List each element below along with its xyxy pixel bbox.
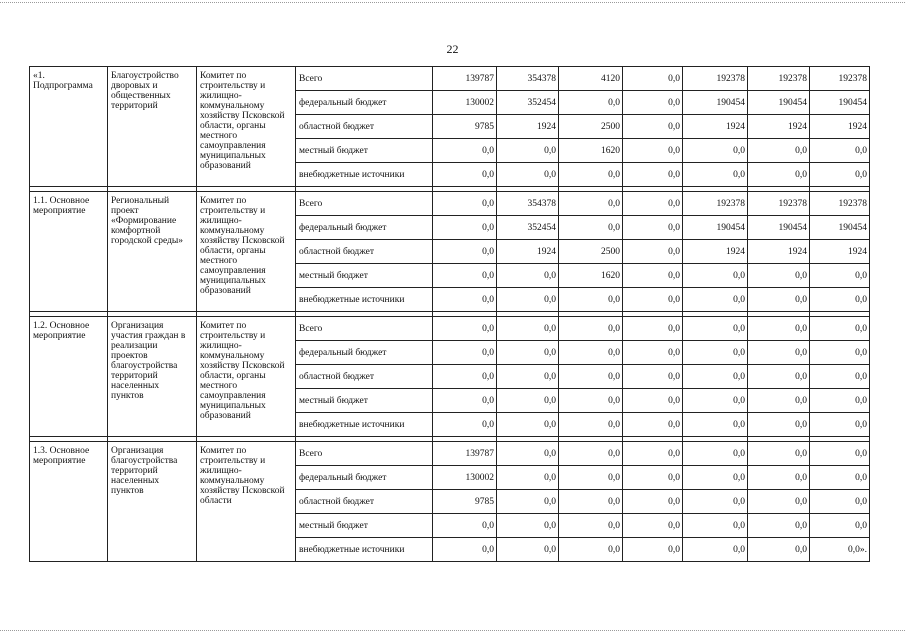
amount-cell: 0,0 (683, 389, 748, 413)
funding-source-cell: Всего (296, 67, 433, 91)
amount-cell: 0,0 (433, 216, 497, 240)
table-row (30, 192, 870, 216)
amount-cell: 0,0 (623, 240, 683, 264)
amount-cell: 0,0 (559, 514, 623, 538)
amount-cell: 0,0 (748, 389, 810, 413)
funding-source-cell: местный бюджет (296, 264, 433, 288)
funding-source-cell: федеральный бюджет (296, 91, 433, 115)
amount-cell: 0,0 (623, 139, 683, 163)
amount-cell: 1924 (748, 115, 810, 139)
amount-cell: 0,0 (559, 413, 623, 437)
amount-cell: 0,0 (497, 365, 559, 389)
amount-cell: 0,0 (748, 538, 810, 562)
funding-source-cell: областной бюджет (296, 115, 433, 139)
funding-source-cell: Всего (296, 192, 433, 216)
amount-cell: 1924 (683, 115, 748, 139)
funding-source-cell: областной бюджет (296, 240, 433, 264)
amount-cell: 0,0 (623, 514, 683, 538)
amount-cell: 0,0 (497, 317, 559, 341)
amount-cell: 0,0». (810, 538, 870, 562)
amount-cell: 0,0 (623, 163, 683, 187)
amount-cell: 0,0 (559, 91, 623, 115)
amount-cell: 1620 (559, 139, 623, 163)
amount-cell: 1924 (683, 240, 748, 264)
program-name-cell: «1. Подпрограмма (30, 67, 108, 187)
amount-cell: 0,0 (559, 490, 623, 514)
amount-cell: 190454 (683, 91, 748, 115)
amount-cell: 0,0 (623, 442, 683, 466)
amount-cell: 0,0 (497, 538, 559, 562)
amount-cell: 0,0 (810, 413, 870, 437)
amount-cell: 1924 (810, 115, 870, 139)
amount-cell: 0,0 (623, 466, 683, 490)
amount-cell: 0,0 (623, 538, 683, 562)
amount-cell: 0,0 (623, 288, 683, 312)
amount-cell: 0,0 (623, 192, 683, 216)
amount-cell: 0,0 (623, 341, 683, 365)
amount-cell: 192378 (748, 67, 810, 91)
amount-cell: 0,0 (810, 466, 870, 490)
amount-cell: 0,0 (433, 317, 497, 341)
amount-cell: 0,0 (683, 139, 748, 163)
amount-cell: 192378 (810, 67, 870, 91)
amount-cell: 190454 (748, 91, 810, 115)
amount-cell: 0,0 (497, 264, 559, 288)
funding-source-cell: областной бюджет (296, 490, 433, 514)
amount-cell: 0,0 (683, 490, 748, 514)
executor-cell: Комитет по строительству и жилищно-коммунальному хозяйству Псковской области (197, 442, 296, 562)
amount-cell: 0,0 (683, 538, 748, 562)
program-name-cell: 1.1. Основное мероприятие (30, 192, 108, 312)
amount-cell: 0,0 (559, 341, 623, 365)
funding-source-cell: внебюджетные источники (296, 163, 433, 187)
amount-cell: 0,0 (497, 139, 559, 163)
amount-cell: 0,0 (497, 490, 559, 514)
table-row (30, 317, 870, 341)
funding-source-cell: местный бюджет (296, 389, 433, 413)
amount-cell: 0,0 (433, 538, 497, 562)
amount-cell: 0,0 (497, 442, 559, 466)
amount-cell: 0,0 (623, 67, 683, 91)
amount-cell: 0,0 (748, 139, 810, 163)
amount-cell: 0,0 (748, 413, 810, 437)
amount-cell: 192378 (683, 192, 748, 216)
amount-cell: 0,0 (623, 115, 683, 139)
amount-cell: 192378 (748, 192, 810, 216)
amount-cell: 139787 (433, 442, 497, 466)
amount-cell: 0,0 (810, 139, 870, 163)
amount-cell: 0,0 (559, 192, 623, 216)
amount-cell: 0,0 (810, 264, 870, 288)
amount-cell: 0,0 (748, 317, 810, 341)
amount-cell: 0,0 (623, 216, 683, 240)
amount-cell: 190454 (748, 216, 810, 240)
amount-cell: 0,0 (559, 442, 623, 466)
amount-cell: 4120 (559, 67, 623, 91)
amount-cell: 0,0 (748, 163, 810, 187)
amount-cell: 0,0 (433, 163, 497, 187)
page-bottom-edge (0, 630, 905, 631)
funding-source-cell: внебюджетные источники (296, 538, 433, 562)
amount-cell: 0,0 (559, 538, 623, 562)
amount-cell: 0,0 (623, 389, 683, 413)
table-row (30, 67, 870, 91)
funding-source-cell: внебюджетные источники (296, 413, 433, 437)
amount-cell: 0,0 (810, 317, 870, 341)
amount-cell: 0,0 (810, 490, 870, 514)
amount-cell: 9785 (433, 115, 497, 139)
budget-table-body (30, 67, 870, 562)
amount-cell: 0,0 (433, 264, 497, 288)
page-number: 22 (446, 42, 459, 56)
amount-cell: 2500 (559, 240, 623, 264)
amount-cell: 0,0 (683, 288, 748, 312)
amount-cell: 0,0 (748, 466, 810, 490)
table-row (30, 442, 870, 466)
funding-source-cell: внебюджетные источники (296, 288, 433, 312)
amount-cell: 0,0 (748, 442, 810, 466)
amount-cell: 139787 (433, 67, 497, 91)
amount-cell: 0,0 (748, 514, 810, 538)
funding-source-cell: федеральный бюджет (296, 216, 433, 240)
amount-cell: 1924 (810, 240, 870, 264)
program-title-cell: Организация благоустройства территорий населенных пунктов (108, 442, 197, 562)
amount-cell: 0,0 (433, 341, 497, 365)
amount-cell: 0,0 (559, 365, 623, 389)
amount-cell: 0,0 (497, 163, 559, 187)
amount-cell: 0,0 (623, 365, 683, 389)
page-top-edge (0, 2, 905, 3)
amount-cell: 0,0 (497, 288, 559, 312)
amount-cell: 190454 (810, 216, 870, 240)
amount-cell: 0,0 (623, 91, 683, 115)
amount-cell: 0,0 (810, 514, 870, 538)
amount-cell: 0,0 (623, 490, 683, 514)
amount-cell: 0,0 (683, 514, 748, 538)
amount-cell: 0,0 (683, 365, 748, 389)
funding-source-cell: областной бюджет (296, 365, 433, 389)
executor-cell: Комитет по строительству и жилищно-коммунальному хозяйству Псковской области, органы местного самоуправления муниципальных образований (197, 192, 296, 312)
program-name-cell: 1.3. Основное мероприятие (30, 442, 108, 562)
budget-table (29, 66, 870, 562)
amount-cell: 0,0 (683, 413, 748, 437)
amount-cell: 190454 (683, 216, 748, 240)
amount-cell: 0,0 (433, 389, 497, 413)
amount-cell: 354378 (497, 67, 559, 91)
funding-source-cell: Всего (296, 317, 433, 341)
amount-cell: 0,0 (559, 163, 623, 187)
amount-cell: 0,0 (748, 490, 810, 514)
executor-cell: Комитет по строительству и жилищно-коммунальному хозяйству Псковской области, органы местного самоуправления муниципальных образований (197, 317, 296, 437)
amount-cell: 0,0 (559, 288, 623, 312)
amount-cell: 0,0 (497, 514, 559, 538)
amount-cell: 0,0 (559, 466, 623, 490)
amount-cell: 0,0 (683, 442, 748, 466)
amount-cell: 192378 (683, 67, 748, 91)
program-title-cell: Благоустройство дворовых и общественных территорий (108, 67, 197, 187)
amount-cell: 0,0 (433, 413, 497, 437)
program-title-cell: Организация участия граждан в реализации проектов благоустройства территорий населенных пунктов (108, 317, 197, 437)
amount-cell: 1924 (497, 240, 559, 264)
amount-cell: 0,0 (433, 514, 497, 538)
amount-cell: 0,0 (748, 365, 810, 389)
amount-cell: 0,0 (810, 389, 870, 413)
program-title-cell: Региональный проект «Формирование комфортной городской среды» (108, 192, 197, 312)
amount-cell: 0,0 (433, 288, 497, 312)
amount-cell: 352454 (497, 91, 559, 115)
amount-cell: 0,0 (748, 264, 810, 288)
amount-cell: 0,0 (497, 466, 559, 490)
amount-cell: 0,0 (748, 341, 810, 365)
amount-cell: 0,0 (497, 413, 559, 437)
amount-cell: 354378 (497, 192, 559, 216)
amount-cell: 0,0 (559, 317, 623, 341)
amount-cell: 0,0 (683, 466, 748, 490)
amount-cell: 9785 (433, 490, 497, 514)
amount-cell: 130002 (433, 466, 497, 490)
amount-cell: 0,0 (810, 288, 870, 312)
amount-cell: 0,0 (683, 264, 748, 288)
amount-cell: 0,0 (433, 139, 497, 163)
amount-cell: 0,0 (497, 341, 559, 365)
amount-cell: 0,0 (623, 413, 683, 437)
amount-cell: 1924 (748, 240, 810, 264)
funding-source-cell: федеральный бюджет (296, 466, 433, 490)
amount-cell: 0,0 (433, 192, 497, 216)
amount-cell: 0,0 (810, 163, 870, 187)
amount-cell: 2500 (559, 115, 623, 139)
amount-cell: 0,0 (433, 365, 497, 389)
amount-cell: 1924 (497, 115, 559, 139)
amount-cell: 1620 (559, 264, 623, 288)
executor-cell: Комитет по строительству и жилищно-коммунальному хозяйству Псковской области, органы местного самоуправления муниципальных образований (197, 67, 296, 187)
amount-cell: 0,0 (497, 389, 559, 413)
amount-cell: 0,0 (810, 341, 870, 365)
amount-cell: 0,0 (810, 365, 870, 389)
amount-cell: 190454 (810, 91, 870, 115)
funding-source-cell: Всего (296, 442, 433, 466)
funding-source-cell: местный бюджет (296, 139, 433, 163)
amount-cell: 130002 (433, 91, 497, 115)
amount-cell: 0,0 (683, 317, 748, 341)
funding-source-cell: местный бюджет (296, 514, 433, 538)
funding-source-cell: федеральный бюджет (296, 341, 433, 365)
amount-cell: 0,0 (810, 442, 870, 466)
amount-cell: 0,0 (623, 264, 683, 288)
amount-cell: 0,0 (623, 317, 683, 341)
amount-cell: 0,0 (748, 288, 810, 312)
amount-cell: 0,0 (559, 216, 623, 240)
amount-cell: 0,0 (683, 341, 748, 365)
amount-cell: 0,0 (683, 163, 748, 187)
amount-cell: 192378 (810, 192, 870, 216)
amount-cell: 352454 (497, 216, 559, 240)
program-name-cell: 1.2. Основное мероприятие (30, 317, 108, 437)
amount-cell: 0,0 (433, 240, 497, 264)
amount-cell: 0,0 (559, 389, 623, 413)
